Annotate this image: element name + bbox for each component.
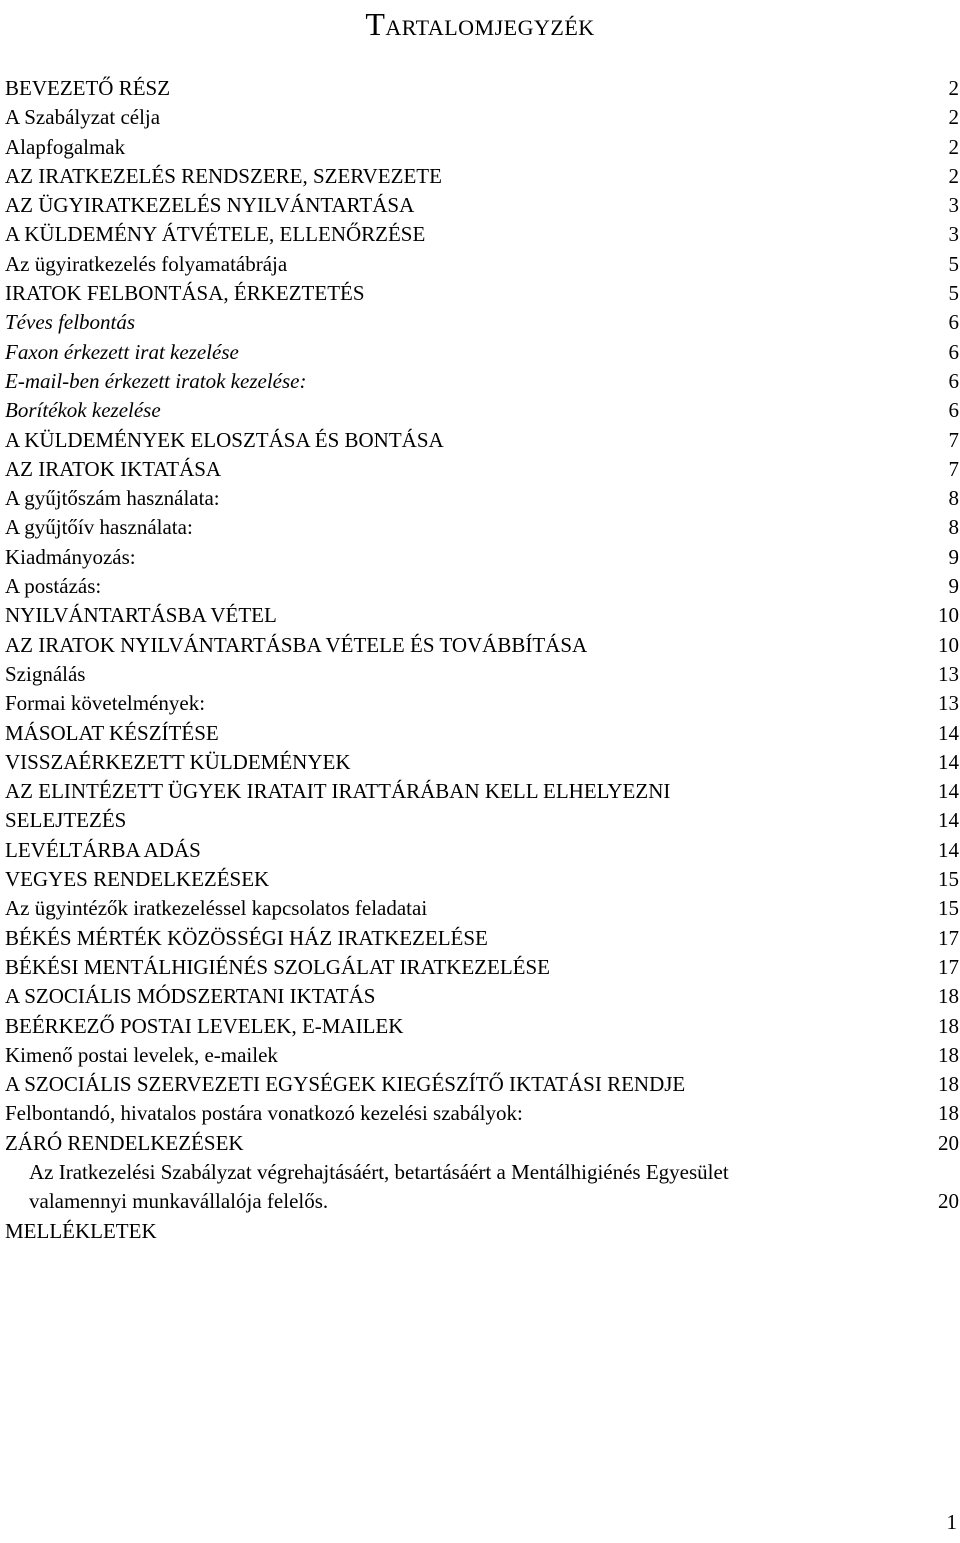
toc-entry-kuldemeny-atvetele[interactable] bbox=[5, 220, 960, 249]
toc-entry-label: Téves felbontás bbox=[5, 310, 136, 335]
toc-entry-label: Formai követelmények: bbox=[5, 691, 206, 716]
toc-entry-page: 5 bbox=[948, 251, 959, 276]
toc-entry-label: VEGYES RENDELKEZÉSEK bbox=[5, 867, 270, 892]
toc-entry-szignalas[interactable] bbox=[5, 660, 960, 689]
toc-entry-label: Alapfogalmak bbox=[5, 134, 126, 159]
toc-entry-szocialis-szervezeti[interactable] bbox=[5, 1070, 960, 1099]
toc-entry-page: 2 bbox=[948, 105, 959, 130]
toc-entry-page: 2 bbox=[948, 163, 959, 188]
toc-entry-page: 6 bbox=[948, 368, 959, 393]
toc-entry-folyamatabra[interactable] bbox=[5, 250, 960, 279]
toc-entry-szocialis-modszertani[interactable] bbox=[5, 982, 960, 1011]
toc-entry-label: AZ IRATOK NYILVÁNTARTÁSBA VÉTELE ÉS TOVÁBBÍTÁSA bbox=[5, 632, 588, 657]
toc-entry-label-line2: valamennyi munkavállalója felelős. bbox=[29, 1189, 329, 1214]
toc-entry-page: 7 bbox=[948, 456, 959, 481]
toc-entry-label: E-mail-ben érkezett iratok kezelése: bbox=[5, 368, 307, 393]
toc-entry-page: 13 bbox=[938, 661, 959, 686]
toc-entry-label: A gyűjtőív használata: bbox=[5, 515, 193, 540]
toc-entry-label: AZ ELINTÉZETT ÜGYEK IRATAIT IRATTÁRÁBAN KELL ELHELYEZNI bbox=[5, 779, 671, 804]
toc-entry-bekesi-mentalhigienes[interactable] bbox=[5, 953, 960, 982]
toc-entry-leveltarba-adas[interactable] bbox=[5, 836, 960, 865]
page-number: 1 bbox=[946, 1510, 957, 1534]
toc-entry-label: ZÁRÓ RENDELKEZÉSEK bbox=[5, 1130, 244, 1155]
toc-entry-page: 18 bbox=[938, 1042, 959, 1067]
toc-entry-mellekletek[interactable] bbox=[5, 1217, 960, 1246]
toc-entry-vegyes-rendelkezesek[interactable] bbox=[5, 865, 960, 894]
toc-entry-nyilvantartasba-vetel[interactable] bbox=[5, 601, 960, 630]
toc-entry-visszaerkezett-kuldemenyek[interactable] bbox=[5, 748, 960, 777]
toc-entry-page: 18 bbox=[938, 984, 959, 1009]
toc-entry-page: 2 bbox=[948, 134, 959, 159]
toc-entry-gyujtoiv[interactable] bbox=[5, 513, 960, 542]
toc-entry-szabalyzat-celja[interactable] bbox=[5, 103, 960, 132]
toc-entry-page: 6 bbox=[948, 398, 959, 423]
toc-entry-label: NYILVÁNTARTÁSBA VÉTEL bbox=[5, 603, 277, 628]
toc-entry-bevezeto-resz[interactable] bbox=[5, 74, 960, 103]
toc-entry-label: IRATOK FELBONTÁSA, ÉRKEZTETÉS bbox=[5, 281, 365, 306]
toc-entry-label: A SZOCIÁLIS SZERVEZETI EGYSÉGEK KIEGÉSZÍTŐ IKTATÁSI RENDJE bbox=[5, 1072, 686, 1097]
table-of-contents bbox=[5, 74, 960, 1246]
toc-entry-page: 2 bbox=[948, 76, 959, 100]
toc-entry-page: 18 bbox=[938, 1072, 959, 1097]
toc-entry-label: Kiadmányozás: bbox=[5, 544, 136, 569]
toc-entry-page: 17 bbox=[938, 925, 959, 950]
toc-entry-masolat-keszitese[interactable] bbox=[5, 719, 960, 748]
toc-entry-page: 15 bbox=[938, 896, 959, 921]
toc-entry-alapfogalmak[interactable] bbox=[5, 133, 960, 162]
toc-entry-zaro-rendelkezesek[interactable] bbox=[5, 1129, 960, 1158]
toc-entry-label: SELEJTEZÉS bbox=[5, 808, 127, 833]
document-title: Tartalomjegyzék bbox=[365, 6, 595, 42]
toc-entry-label: Szignálás bbox=[5, 661, 86, 686]
toc-entry-label: AZ ÜGYIRATKEZELÉS NYILVÁNTARTÁSA bbox=[5, 193, 415, 218]
toc-entry-label: A SZOCIÁLIS MÓDSZERTANI IKTATÁS bbox=[5, 984, 376, 1009]
toc-entry-faxon-erkezett[interactable] bbox=[5, 338, 960, 367]
toc-entry-label: A Szabályzat célja bbox=[5, 105, 161, 130]
toc-entry-label: AZ IRATKEZELÉS RENDSZERE, SZERVEZETE bbox=[5, 163, 442, 188]
toc-entry-kiadmanyozas[interactable] bbox=[5, 543, 960, 572]
toc-entry-iratok-nyilvantartasba-vetele[interactable] bbox=[5, 631, 960, 660]
toc-entry-page: 17 bbox=[938, 954, 959, 979]
toc-entry-label: BÉKÉSI MENTÁLHIGIÉNÉS SZOLGÁLAT IRATKEZELÉSE bbox=[5, 954, 550, 979]
toc-entry-page: 13 bbox=[938, 691, 959, 716]
toc-entry-iratok-felbontasa[interactable] bbox=[5, 279, 960, 308]
toc-entry-label: VISSZAÉRKEZETT KÜLDEMÉNYEK bbox=[5, 749, 351, 774]
toc-entry-page: 7 bbox=[948, 427, 959, 452]
toc-entry-teves-felbontas[interactable] bbox=[5, 308, 960, 337]
toc-entry-page: 3 bbox=[948, 222, 959, 247]
toc-entry-email-erkezett[interactable] bbox=[5, 367, 960, 396]
toc-entry-label: Az ügyintézők iratkezeléssel kapcsolatos feladatai bbox=[5, 896, 428, 921]
toc-entry-felelosseg[interactable] bbox=[5, 1158, 960, 1217]
toc-entry-page: 14 bbox=[938, 779, 959, 804]
toc-entry-label: Faxon érkezett irat kezelése bbox=[5, 339, 239, 364]
toc-entry-page: 15 bbox=[938, 867, 959, 892]
toc-entry-label: LEVÉLTÁRBA ADÁS bbox=[5, 837, 201, 862]
toc-entry-ugyintezok-feladatai[interactable] bbox=[5, 894, 960, 923]
toc-entry-gyujtoszam[interactable] bbox=[5, 484, 960, 513]
toc-entry-label: A KÜLDEMÉNYEK ELOSZTÁSA ÉS BONTÁSA bbox=[5, 427, 444, 452]
toc-entry-page: 20 bbox=[938, 1130, 959, 1155]
toc-entry-page: 8 bbox=[948, 486, 959, 511]
toc-entry-page: 6 bbox=[948, 310, 959, 335]
toc-entry-label: Az ügyiratkezelés folyamatábrája bbox=[5, 251, 288, 276]
toc-entry-page: 8 bbox=[948, 515, 959, 540]
toc-entry-label: A postázás: bbox=[5, 574, 102, 599]
toc-entry-page: 5 bbox=[948, 281, 959, 306]
toc-entry-page: 9 bbox=[948, 574, 959, 599]
toc-entry-elintezett-ugyek[interactable] bbox=[5, 777, 960, 806]
toc-entry-label: AZ IRATOK IKTATÁSA bbox=[5, 456, 222, 481]
toc-entry-iratok-iktatasa[interactable] bbox=[5, 455, 960, 484]
toc-entry-page: 18 bbox=[938, 1101, 959, 1126]
toc-entry-iratkezeles-rendszere[interactable] bbox=[5, 162, 960, 191]
toc-entry-beerkezo-postai[interactable] bbox=[5, 1012, 960, 1041]
toc-entry-label: Felbontandó, hivatalos postára vonatkozó kezelési szabályok: bbox=[5, 1101, 523, 1126]
toc-entry-page: 14 bbox=[938, 749, 959, 774]
toc-entry-label-line1: Az Iratkezelési Szabályzat végrehajtásáért, betartásáért a Mentálhigiénés Egyesület bbox=[29, 1159, 729, 1184]
toc-entry-postazas[interactable] bbox=[5, 572, 960, 601]
toc-entry-ugyiratkezeles-nyilvantartasa[interactable] bbox=[5, 191, 960, 220]
toc-entry-page: 9 bbox=[948, 544, 959, 569]
toc-entry-page: 10 bbox=[938, 632, 959, 657]
toc-entry-label: MELLÉKLETEK bbox=[5, 1218, 157, 1243]
toc-entry-label bbox=[29, 1158, 938, 1217]
toc-entry-label: A KÜLDEMÉNY ÁTVÉTELE, ELLENŐRZÉSE bbox=[5, 222, 426, 247]
toc-entry-label: BEÉRKEZŐ POSTAI LEVELEK, E-MAILEK bbox=[5, 1013, 404, 1038]
toc-entry-selejtezes[interactable] bbox=[5, 806, 960, 835]
toc-entry-bekes-mertek[interactable] bbox=[5, 924, 960, 953]
toc-entry-label: A gyűjtőszám használata: bbox=[5, 486, 220, 511]
toc-entry-label: Kimenő postai levelek, e-mailek bbox=[5, 1042, 278, 1067]
toc-entry-page: 14 bbox=[938, 720, 959, 745]
toc-entry-page: 3 bbox=[948, 193, 959, 218]
toc-entry-label: Borítékok kezelése bbox=[5, 398, 161, 423]
toc-entry-label: BEVEZETŐ RÉSZ bbox=[5, 76, 171, 100]
toc-entry-page: 18 bbox=[938, 1013, 959, 1038]
toc-entry-page: 10 bbox=[938, 603, 959, 628]
toc-entry-page: 20 bbox=[938, 1189, 959, 1214]
toc-entry-page: 14 bbox=[938, 837, 959, 862]
toc-entry-kimeno-postai[interactable] bbox=[5, 1041, 960, 1070]
toc-entry-boritekok-kezelese[interactable] bbox=[5, 396, 960, 425]
toc-entry-felbontando-posta[interactable] bbox=[5, 1099, 960, 1128]
toc-entry-page: 6 bbox=[948, 339, 959, 364]
toc-entry-label: MÁSOLAT KÉSZÍTÉSE bbox=[5, 720, 219, 745]
toc-entry-formai-kovetelmenyek[interactable] bbox=[5, 689, 960, 718]
toc-entry-page: 14 bbox=[938, 808, 959, 833]
toc-entry-label: BÉKÉS MÉRTÉK KÖZÖSSÉGI HÁZ IRATKEZELÉSE bbox=[5, 925, 488, 950]
toc-entry-kuldemenyek-elosztasa[interactable] bbox=[5, 426, 960, 455]
